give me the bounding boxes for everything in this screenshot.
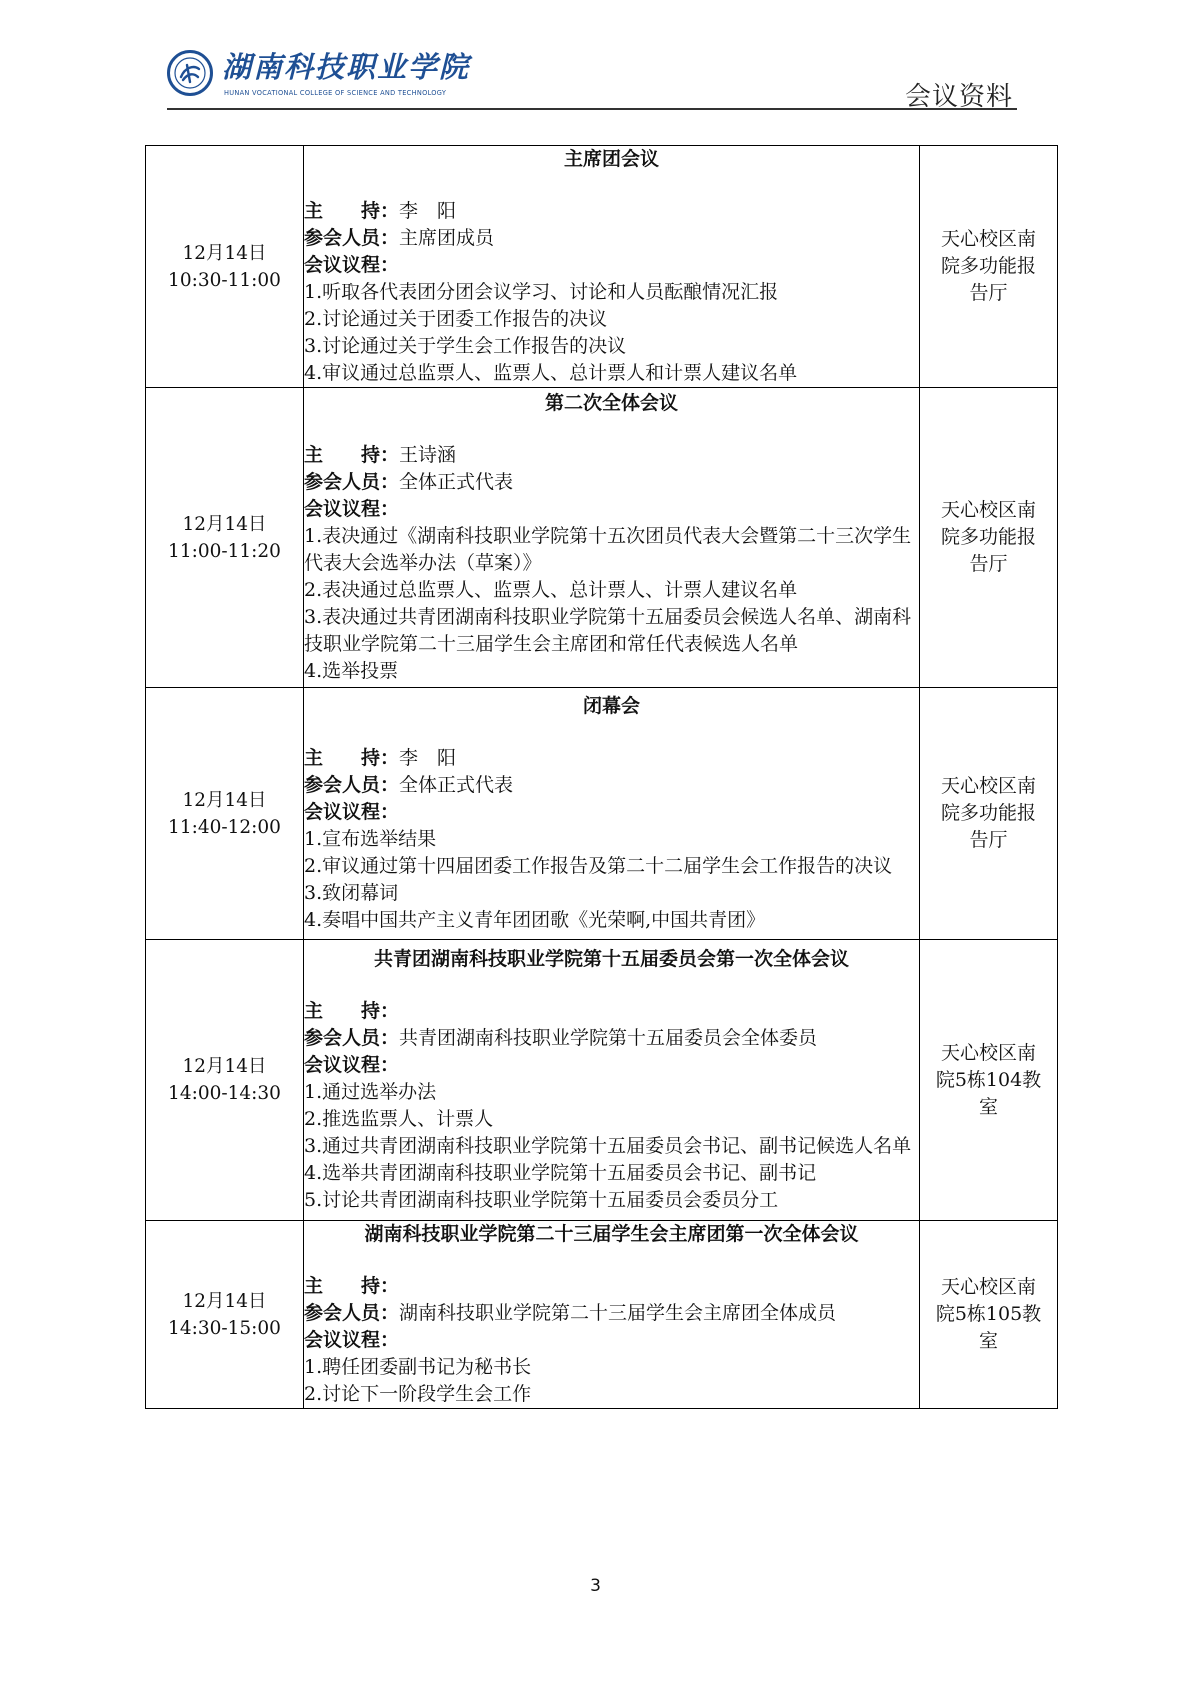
agenda-item: 2.表决通过总监票人、监票人、总计票人、计票人建议名单 [304, 579, 798, 601]
venue-line: 院多功能报 [940, 802, 1036, 824]
meeting-attendees [304, 1300, 919, 1327]
meeting-time-range: 11:00-11:20 [168, 540, 281, 562]
agenda-item: 4.选举投票 [304, 660, 399, 682]
meeting-content-cell [304, 940, 920, 1221]
meeting-title: 湖南科技职业学院第二十三届学生会主席团第一次全体会议 [364, 1223, 859, 1245]
attendees-label: 参会人员： [304, 227, 400, 249]
venue-line: 告厅 [969, 282, 1008, 304]
meeting-venue-cell [920, 146, 1058, 388]
schedule-row [146, 1221, 1058, 1409]
schedule-row [146, 940, 1058, 1221]
venue-line: 院多功能报 [940, 255, 1036, 277]
agenda-item: 4.选举共青团湖南科技职业学院第十五届委员会书记、副书记 [304, 1162, 817, 1184]
agenda-label: 会议议程： [304, 801, 400, 823]
schedule-row [146, 388, 1058, 688]
meeting-time-cell [146, 388, 304, 688]
meeting-time-range: 14:30-15:00 [168, 1317, 281, 1339]
attendees-value: 湖南科技职业学院第二十三届学生会主席团全体成员 [399, 1302, 837, 1324]
venue-line: 天心校区南 [940, 1041, 1036, 1064]
meeting-content-cell [304, 688, 920, 940]
meeting-host [304, 1273, 919, 1300]
venue-line: 天心校区南 [940, 775, 1036, 797]
host-label: 主 持： [304, 200, 400, 222]
meeting-attendees [304, 772, 919, 799]
meeting-date: 12月14日 [182, 789, 267, 811]
host-name: 李 阳 [399, 747, 457, 769]
agenda-item: 1.聘任团委副书记为秘书长 [304, 1356, 532, 1378]
meeting-time-cell [146, 1221, 304, 1409]
agenda-label: 会议议程： [304, 498, 400, 520]
meeting-attendees [304, 469, 919, 496]
agenda-item: 1.听取各代表团分团会议学习、讨论和人员酝酿情况汇报 [304, 281, 779, 303]
agenda-label: 会议议程： [304, 254, 400, 276]
meeting-venue-cell [920, 688, 1058, 940]
attendees-value: 共青团湖南科技职业学院第十五届委员会全体委员 [399, 1027, 818, 1049]
meeting-schedule-table [145, 145, 1058, 1409]
agenda-item: 2.讨论下一阶段学生会工作 [304, 1383, 532, 1405]
agenda-item: 2.审议通过第十四届团委工作报告及第二十二届学生会工作报告的决议 [304, 855, 893, 877]
attendees-label: 参会人员： [304, 1027, 400, 1049]
agenda-label: 会议议程： [304, 1054, 400, 1076]
meeting-host [304, 745, 919, 772]
agenda-item: 1.表决通过《湖南科技职业学院第十五次团员代表大会暨第二十三次学生代表大会选举办法（草案）》 [304, 525, 912, 574]
attendees-value: 全体正式代表 [399, 774, 514, 796]
meeting-attendees [304, 225, 919, 252]
meeting-time-cell [146, 940, 304, 1221]
agenda-item: 2.推选监票人、计票人 [304, 1108, 494, 1130]
venue-line: 院多功能报 [940, 526, 1036, 548]
meeting-content-cell [304, 1221, 920, 1409]
meeting-date: 12月14日 [182, 242, 267, 264]
meeting-content-cell [304, 146, 920, 388]
attendees-value: 全体正式代表 [399, 471, 514, 493]
college-english-name: HUNAN VOCATIONAL COLLEGE OF SCIENCE AND TECHNOLOGY [224, 89, 447, 97]
agenda-item: 5.讨论共青团湖南科技职业学院第十五届委员会委员分工 [304, 1189, 779, 1211]
attendees-value: 主席团成员 [399, 227, 495, 249]
host-name: 李 阳 [399, 200, 457, 222]
meeting-time-range: 14:00-14:30 [168, 1083, 281, 1104]
college-logo-icon [167, 50, 213, 96]
venue-line: 院5栋105教 [935, 1303, 1042, 1325]
meeting-date: 12月14日 [182, 1290, 267, 1312]
agenda-item: 1.通过选举办法 [304, 1081, 437, 1103]
host-label: 主 持： [304, 747, 400, 769]
meeting-host [304, 998, 919, 1025]
meeting-title: 闭幕会 [582, 695, 640, 717]
agenda-item: 4.审议通过总监票人、监票人、总计票人和计票人建议名单 [304, 362, 798, 384]
attendees-label: 参会人员： [304, 471, 400, 493]
meeting-time-cell [146, 146, 304, 388]
venue-line: 天心校区南 [940, 1276, 1036, 1298]
venue-line: 天心校区南 [940, 499, 1036, 521]
meeting-date: 12月14日 [182, 513, 267, 535]
schedule-row [146, 688, 1058, 940]
attendees-label: 参会人员： [304, 774, 400, 796]
meeting-host [304, 442, 919, 469]
venue-line: 告厅 [969, 553, 1008, 575]
meeting-venue-cell [920, 1221, 1058, 1409]
host-label: 主 持： [304, 1000, 400, 1022]
meeting-content-cell [304, 388, 920, 688]
meeting-title: 第二次全体会议 [544, 392, 678, 414]
page-number: 3 [590, 1576, 601, 1596]
agenda-item: 3.表决通过共青团湖南科技职业学院第十五届委员会候选人名单、湖南科技职业学院第二十三届学生会主席团和常任代表候选人名单 [304, 606, 912, 655]
agenda-item: 3.致闭幕词 [304, 882, 399, 904]
venue-line: 天心校区南 [940, 228, 1036, 250]
agenda-label: 会议议程： [304, 1329, 400, 1351]
meeting-attendees [304, 1025, 919, 1052]
college-name-logotype: 湖南科技职业学院 [222, 50, 471, 84]
meeting-time-range: 10:30-11:00 [168, 269, 281, 291]
page-header [167, 46, 1017, 110]
venue-line: 室 [978, 1330, 998, 1352]
agenda-item: 2.讨论通过关于团委工作报告的决议 [304, 308, 608, 330]
meeting-time-cell [146, 688, 304, 940]
venue-line: 室 [978, 1095, 998, 1118]
meeting-title: 共青团湖南科技职业学院第十五届委员会第一次全体会议 [373, 948, 849, 970]
meeting-title: 主席团会议 [563, 148, 659, 170]
document-label: 会议资料 [904, 82, 1013, 112]
header-divider [167, 108, 1017, 110]
meeting-venue-cell [920, 388, 1058, 688]
host-label: 主 持： [304, 1275, 400, 1297]
meeting-time-range: 11:40-12:00 [168, 816, 281, 838]
meeting-host [304, 198, 919, 225]
attendees-label: 参会人员： [304, 1302, 400, 1324]
schedule-row [146, 146, 1058, 388]
agenda-item: 1.宣布选举结果 [304, 828, 437, 850]
agenda-item: 3.讨论通过关于学生会工作报告的决议 [304, 335, 627, 357]
host-label: 主 持： [304, 444, 400, 466]
venue-line: 院5栋104教 [935, 1068, 1042, 1091]
agenda-item: 3.通过共青团湖南科技职业学院第十五届委员会书记、副书记候选人名单 [304, 1135, 912, 1157]
venue-line: 告厅 [969, 829, 1008, 851]
host-name: 王诗涵 [399, 444, 457, 466]
agenda-item: 4.奏唱中国共产主义青年团团歌《光荣啊,中国共青团》 [304, 909, 766, 931]
meeting-venue-cell [920, 940, 1058, 1221]
meeting-date: 12月14日 [182, 1056, 267, 1077]
